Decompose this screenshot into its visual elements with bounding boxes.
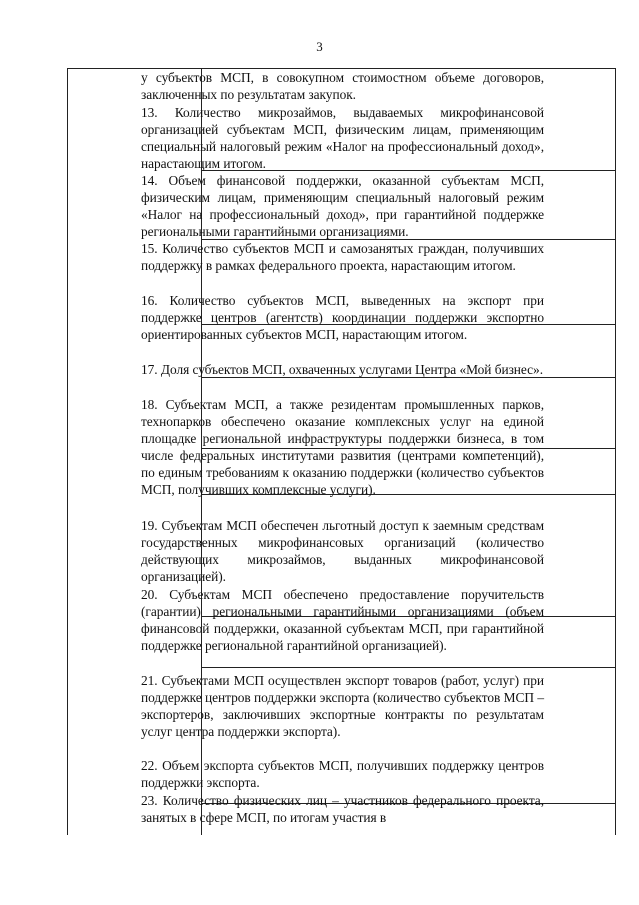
table-cell-text [141,672,544,740]
table-cell-text [141,361,544,378]
table-cell-text [141,104,544,172]
indicator-paragraph: 14. Объем финансовой поддержки, оказанной субъектам МСП, физическим лицам, применяющим специальный налоговый режим «Налог на профессиональный доход», при гарантийной поддержке региональными гарантийными организациями. [141,173,544,239]
indicator-paragraph: 21. Субъектами МСП осуществлен экспорт товаров (работ, услуг) при поддержке центров поддержки экспорта (количество субъектов МСП – экспортеров, заключивших экспортные контракты по результатам услуг центра поддержки экспорта). [141,673,544,739]
table-cell-text [141,292,544,343]
table-cell-text [141,69,544,103]
table-cell-text [141,586,544,654]
table-cell-text [141,517,544,585]
page-number: 3 [316,39,323,54]
row-divider [201,667,615,668]
table-cell-text [141,396,544,498]
indicator-paragraph: 19. Субъектам МСП обеспечен льготный доступ к заемным средствам государственных микрофинансовых организаций (количество действующих микрозаймов, выданных микрофинансовой организацией). [141,518,544,584]
indicator-paragraph: у субъектов МСП, в совокупном стоимостном объеме договоров, заключенных по результатам закупок. [141,70,544,102]
indicator-paragraph: 20. Субъектам МСП обеспечено предоставление поручительств (гарантии) региональными гарантийными организациями (объем финансовой поддержки, оказанной субъектам МСП, при гарантийной поддержке региональной гарантийной организацией). [141,587,544,653]
table-cell-text [141,172,544,240]
indicator-paragraph: 23. Количество физических лиц – участников федерального проекта, занятых в сфере МСП, по итогам участия в [141,793,544,825]
indicator-paragraph: 22. Объем экспорта субъектов МСП, получивших поддержку центров поддержки экспорта. [141,758,544,790]
indicator-paragraph: 17. Доля субъектов МСП, охваченных услугами Центра «Мой бизнес». [141,362,543,377]
table-cell-text [141,757,544,791]
table-cell-text [141,240,544,274]
indicator-paragraph: 18. Субъектам МСП, а также резидентам промышленных парков, технопарков обеспечено оказание комплексных услуг на единой площадке региональной инфраструктуры поддержки бизнеса, в том числе федеральных институтами развития (центрами компетенций), по единым требованиям к оказанию поддержки (количество субъектов МСП, получивших комплексные услуги). [141,397,544,497]
table-cell-text [141,792,544,826]
indicator-paragraph: 13. Количество микрозаймов, выдаваемых микрофинансовой организацией субъектам МСП, физическим лицам, применяющим специальный налоговый режим «Налог на профессиональный доход», нарастающим итогом. [141,105,544,171]
indicator-paragraph: 15. Количество субъектов МСП и самозанятых граждан, получивших поддержку в рамках федерального проекта, нарастающим итогом. [141,241,544,273]
indicator-paragraph: 16. Количество субъектов МСП, выведенных на экспорт при поддержке центров (агентств) координации поддержки экспортно ориентированных субъектов МСП, нарастающим итогом. [141,293,544,342]
